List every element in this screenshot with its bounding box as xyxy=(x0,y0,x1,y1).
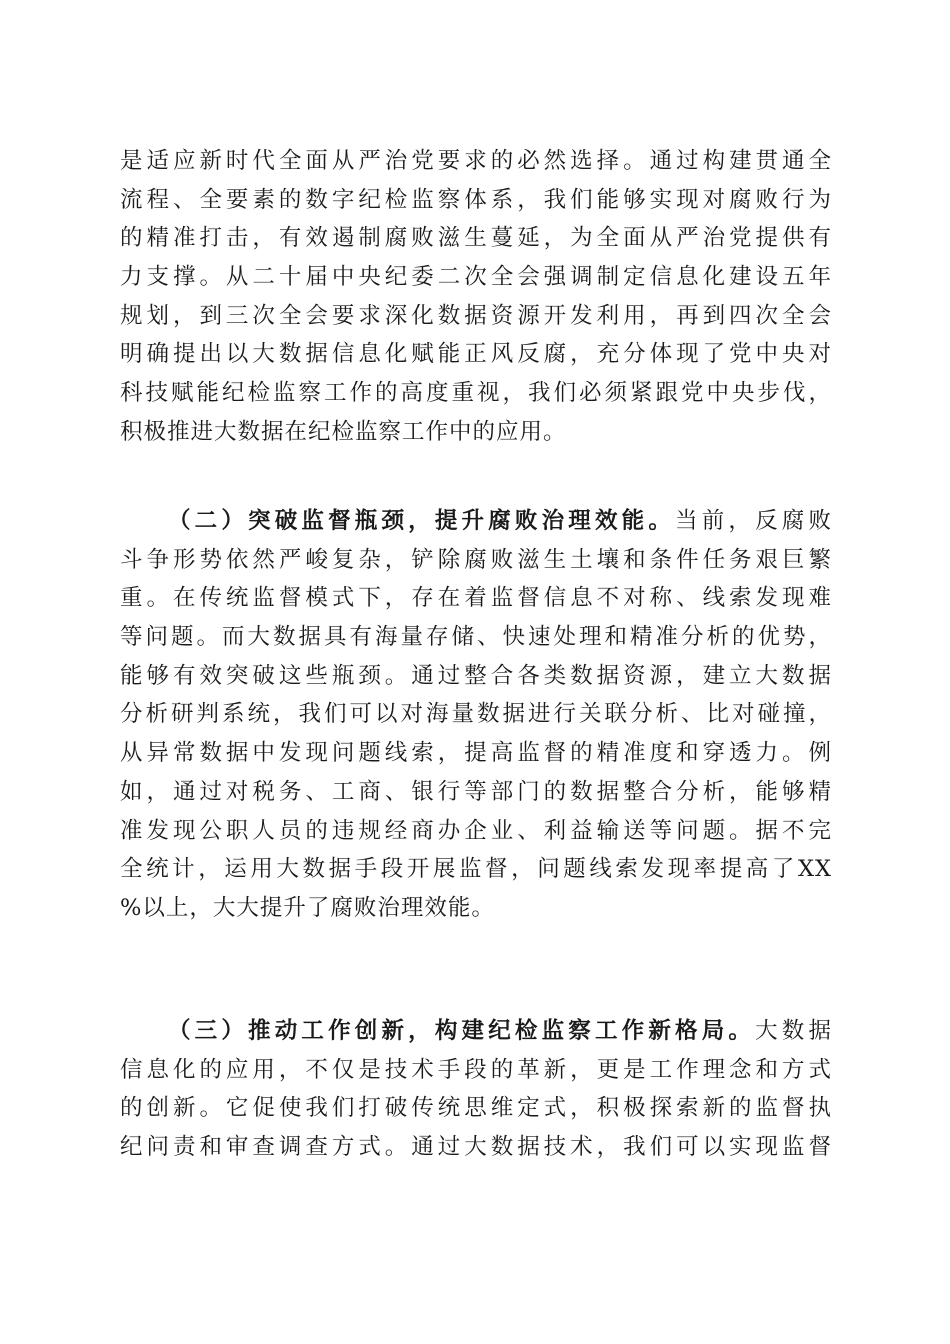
section-heading: （三）推动工作创新，构建纪检监察工作新格局。 xyxy=(168,1018,756,1044)
text-line: 的精准打击，有效遏制腐败滋生蔓延，为全面从严治党提供有 xyxy=(120,225,832,252)
text-line: 如，通过对税务、工商、银行等部门的数据整合分析，能够精 xyxy=(120,778,832,805)
text-line: 信息化的应用，不仅是技术手段的革新，更是工作理念和方式 xyxy=(120,1056,832,1083)
text-line: 全统计，运用大数据手段开展监督，问题线索发现率提高了XX xyxy=(120,856,832,883)
text-line: 流程、全要素的数字纪检监察体系，我们能够实现对腐败行为 xyxy=(120,186,832,213)
paragraph-first-line xyxy=(120,502,832,541)
text-line: 重。在传统监督模式下，存在着监督信息不对称、线索发现难 xyxy=(120,585,832,612)
text-line: 从异常数据中发现问题线索，提高监督的精准度和穿透力。例 xyxy=(120,740,832,767)
text-line: 等问题。而大数据具有海量存储、快速处理和精准分析的优势， xyxy=(120,624,832,651)
text-line: 的创新。它促使我们打破传统思维定式，积极探索新的监督执 xyxy=(120,1095,832,1122)
paragraph-first-line xyxy=(120,1012,832,1051)
text-line: %以上，大大提升了腐败治理效能。 xyxy=(120,894,495,921)
text-line: 积极推进大数据在纪检监察工作中的应用。 xyxy=(120,418,567,445)
text-line: 是适应新时代全面从严治党要求的必然选择。通过构建贯通全 xyxy=(120,148,832,174)
paragraph-3 xyxy=(120,1012,832,1167)
text-line: 科技赋能纪检监察工作的高度重视，我们必须紧跟党中央步伐， xyxy=(120,380,832,407)
text-run: 当前，反腐败 xyxy=(675,508,832,534)
text-run: 大数据 xyxy=(755,1018,832,1044)
section-heading: （二）突破监督瓶颈，提升腐败治理效能。 xyxy=(168,508,676,534)
text-line: 规划，到三次全会要求深化数据资源开发利用，再到四次全会 xyxy=(120,302,832,329)
text-line: 纪问责和审查调查方式。通过大数据技术，我们可以实现监督 xyxy=(120,1134,832,1161)
text-line: 准发现公职人员的违规经商办企业、利益输送等问题。据不完 xyxy=(120,817,832,844)
text-line: 力支撑。从二十届中央纪委二次全会强调制定信息化建设五年 xyxy=(120,264,832,291)
text-line: 斗争形势依然严峻复杂，铲除腐败滋生土壤和条件任务艰巨繁 xyxy=(120,546,832,573)
text-line: 明确提出以大数据信息化赋能正风反腐，充分体现了党中央对 xyxy=(120,341,832,368)
text-line: 分析研判系统，我们可以对海量数据进行关联分析、比对碰撞， xyxy=(120,701,832,728)
text-line: 能够有效突破这些瓶颈。通过整合各类数据资源，建立大数据 xyxy=(120,662,832,689)
paragraph-1 xyxy=(120,142,832,452)
paragraph-2 xyxy=(120,502,832,928)
